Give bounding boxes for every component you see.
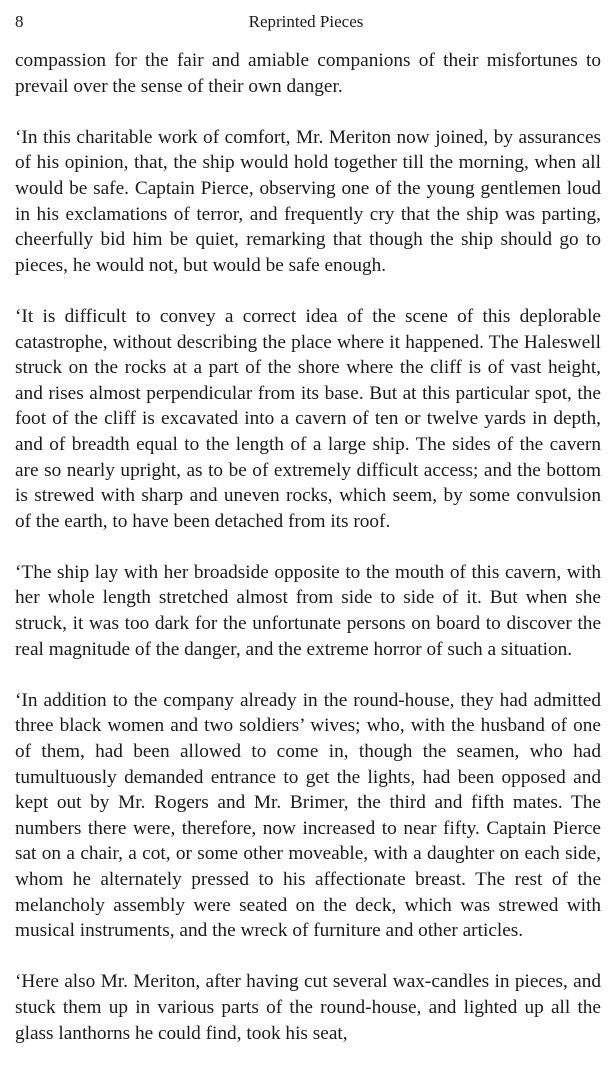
page-header [0,8,612,36]
paragraph-6: ‘Here also Mr. Meriton, after having cut several wax-candles in pieces, and stuck them up in various parts of the round-house, and lighted up all the glass lanthorns he could find, took his seat, [15,971,601,1044]
page-number: 8 [15,12,24,31]
paragraph-3: ‘It is difficult to convey a correct idea of the scene of this deplorable catastrophe, without describing the place where it happened. The Haleswell struck on the rocks at a part of the shore where the cliff is of vast height, and rises almost perpendicular from its base. But at this particular spot, the foot of the cliff is excavated into a cavern of ten or twelve yards in depth, and of breadth equal to the length of a large ship. The sides of the cavern are so nearly upright, as to be of extremely difficult access; and the bottom is strewed with sharp and uneven rocks, which seem, by some convulsion of the earth, to have been detached from its roof. [15,305,601,532]
paragraph-4: ‘The ship lay with her broadside opposite to the mouth of this cavern, with her whole length stretched almost from side to side of it. But when she struck, it was too dark for the unfortunate persons on board to discover the real magnitude of the danger, and the extreme horror of such a situation. [15,561,601,660]
body-text [15,48,601,1072]
running-title: Reprinted Pieces [248,12,364,31]
paragraph-1: compassion for the fair and amiable companions of their misfortunes to prevail over the sense of their own danger. [15,50,601,97]
paragraph-2: ‘In this charitable work of comfort, Mr. Meriton now joined, by assurances of his opinion, that, the ship would hold together till the morning, when all would be safe. Captain Pierce, observing one of the young gentlemen loud in his exclamations of terror, and frequently cry that the ship was parting, cheerfully bid him be quiet, remarking that though the ship should go to pieces, he would not, but would be safe enough. [15,126,601,276]
paragraph-5: ‘In addition to the company already in the round-house, they had admitted three black women and two soldiers’ wives; who, with the husband of one of them, had been allowed to come in, though the seamen, who had tumultuously demanded entrance to get the lights, had been opposed and kept out by Mr. Rogers and Mr. Brimer, the third and fifth mates. The numbers there were, therefore, now increased to near fifty. Captain Pierce sat on a chair, a cot, or some other moveable, with a daughter on each side, whom he alternately pressed to his affectionate breast. The rest of the melancholy assembly were seated on the deck, which was strewed with musical instruments, and the wreck of furniture and other articles. [15,689,601,942]
